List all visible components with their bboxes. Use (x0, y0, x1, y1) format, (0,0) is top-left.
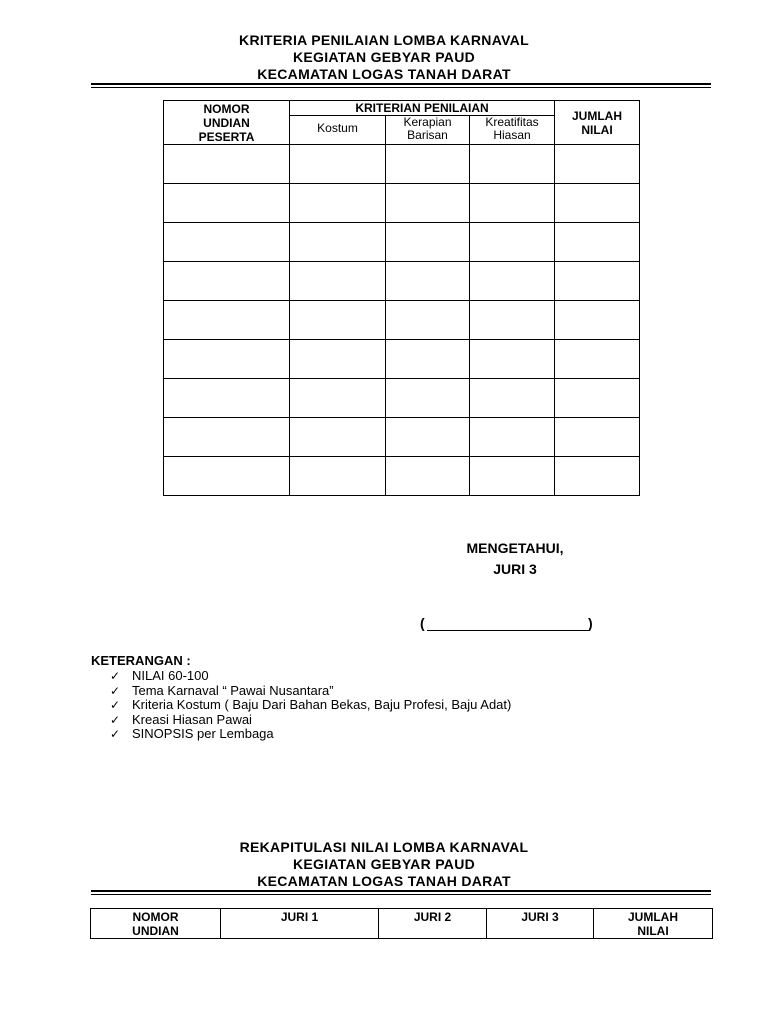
table-cell (555, 145, 640, 184)
criteria-table (163, 100, 640, 496)
table-cell (470, 457, 555, 496)
table-row (164, 223, 640, 262)
table-row (164, 340, 640, 379)
table-cell (290, 457, 386, 496)
table-cell (290, 301, 386, 340)
table-row (164, 418, 640, 457)
table-cell (555, 223, 640, 262)
table-cell (555, 340, 640, 379)
table-cell (470, 262, 555, 301)
table-row (164, 379, 640, 418)
header-kostum: Kostum (290, 116, 386, 145)
table-cell (164, 457, 290, 496)
recap-title-line-3: KECAMATAN LOGAS TANAH DARAT (257, 873, 511, 889)
header-kriteria-penilaian: KRITERIAN PENILAIAN (290, 101, 555, 116)
table-cell (290, 262, 386, 301)
signature-close-paren: ) (588, 615, 593, 631)
table-row (164, 457, 640, 496)
table-cell (555, 184, 640, 223)
table-cell (164, 184, 290, 223)
check-icon: ✓ (110, 698, 121, 713)
table-cell (386, 223, 470, 262)
title-rule-thin (91, 87, 711, 88)
table-cell (470, 145, 555, 184)
criteria-title-line-3: KECAMATAN LOGAS TANAH DARAT (257, 66, 511, 82)
table-cell (164, 379, 290, 418)
table-cell (470, 184, 555, 223)
table-cell (555, 379, 640, 418)
table-cell (470, 223, 555, 262)
table-cell (164, 340, 290, 379)
table-cell (386, 418, 470, 457)
check-icon: ✓ (110, 683, 121, 698)
recap-title-line-2: KEGIATAN GEBYAR PAUD (292, 856, 476, 872)
header-kerapian-barisan: Kerapian Barisan (386, 116, 470, 145)
title-rule-thick (91, 83, 711, 85)
table-cell (290, 223, 386, 262)
keterangan-item-text: NILAI 60-100 (132, 668, 209, 683)
keterangan-title: KETERANGAN : (91, 653, 191, 668)
recap-header-juri-1: JURI 1 (221, 909, 379, 939)
table-cell (290, 340, 386, 379)
table-cell (555, 457, 640, 496)
signature-open-paren: ( (420, 615, 425, 631)
table-cell (470, 340, 555, 379)
keterangan-item-text: Kreasi Hiasan Pawai (132, 711, 252, 727)
keterangan-list (110, 669, 511, 742)
header-kreatifitas-hiasan: Kreatifitas Hiasan (470, 116, 555, 145)
table-cell (470, 379, 555, 418)
table-row (164, 184, 640, 223)
header-nomor-undian-peserta: NOMOR UNDIAN PESERTA (164, 101, 290, 145)
table-cell (555, 262, 640, 301)
table-cell (555, 418, 640, 457)
signature-label-mengetahui: MENGETAHUI, (466, 540, 564, 556)
recap-title-line-1: REKAPITULASI NILAI LOMBA KARNAVAL (239, 839, 529, 855)
list-item (110, 669, 511, 684)
list-item (110, 684, 511, 699)
table-cell (386, 457, 470, 496)
check-icon: ✓ (110, 727, 121, 742)
recap-rule-thin (91, 894, 711, 895)
keterangan-item-text: Tema Karnaval “ Pawai Nusantara” (132, 682, 334, 698)
recap-header-nomor-undian: NOMOR UNDIAN (91, 909, 221, 939)
table-cell (164, 418, 290, 457)
signature-label-juri-3: JURI 3 (493, 561, 537, 577)
table-cell (386, 340, 470, 379)
table-row (164, 301, 640, 340)
check-icon: ✓ (110, 669, 121, 683)
list-item (110, 698, 511, 713)
criteria-title-line-2: KEGIATAN GEBYAR PAUD (292, 49, 476, 65)
criteria-table-body (164, 145, 640, 496)
header-jumlah-nilai: JUMLAH NILAI (555, 101, 640, 145)
signature-line (427, 630, 589, 631)
table-cell (164, 262, 290, 301)
table-row (164, 145, 640, 184)
recap-header-jumlah-nilai: JUMLAH NILAI (594, 909, 713, 939)
table-cell (470, 418, 555, 457)
list-item (110, 713, 511, 728)
table-cell (164, 223, 290, 262)
recap-header-juri-2: JURI 2 (379, 909, 487, 939)
table-row (164, 262, 640, 301)
recap-rule-thick (91, 890, 711, 892)
table-cell (470, 301, 555, 340)
table-cell (386, 262, 470, 301)
table-cell (290, 379, 386, 418)
table-cell (555, 301, 640, 340)
table-cell (386, 145, 470, 184)
keterangan-item-text: SINOPSIS per Lembaga (132, 726, 274, 742)
table-cell (386, 301, 470, 340)
table-cell (164, 145, 290, 184)
table-cell (386, 379, 470, 418)
recap-header-juri-3: JURI 3 (487, 909, 594, 939)
table-cell (290, 184, 386, 223)
table-cell (290, 418, 386, 457)
keterangan-item-text: Kriteria Kostum ( Baju Dari Bahan Bekas, Baju Profesi, Baju Adat) (132, 697, 512, 713)
criteria-title-line-1: KRITERIA PENILAIAN LOMBA KARNAVAL (239, 32, 529, 48)
recap-table (90, 908, 713, 939)
table-cell (386, 184, 470, 223)
list-item (110, 727, 511, 742)
check-icon: ✓ (110, 712, 121, 727)
table-cell (164, 301, 290, 340)
table-cell (290, 145, 386, 184)
